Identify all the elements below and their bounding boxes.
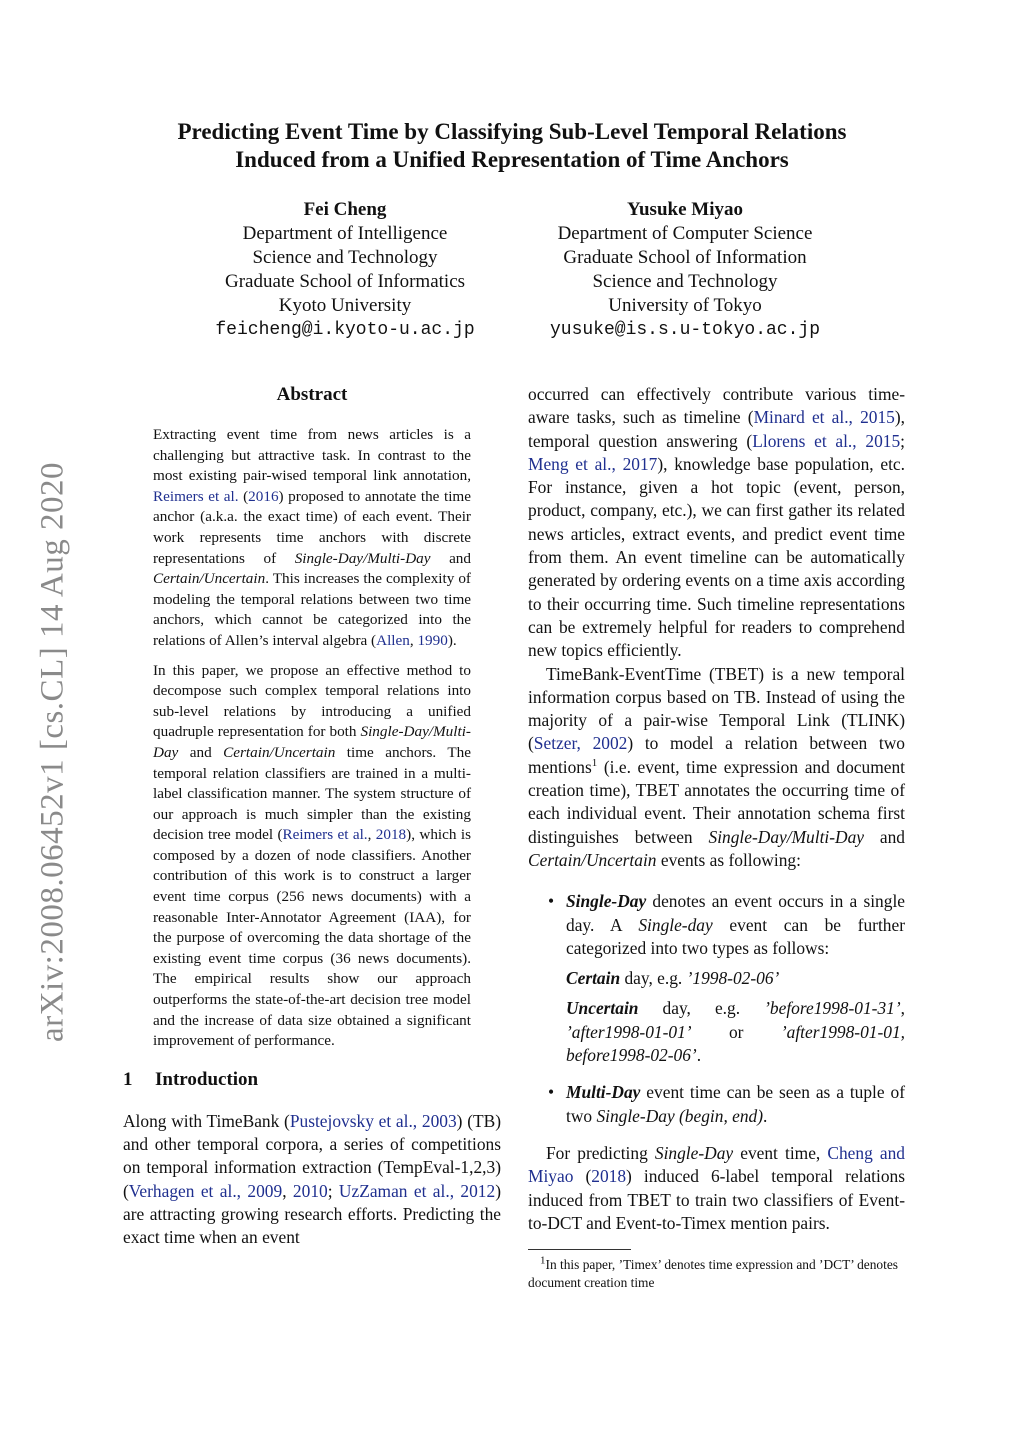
citation-link[interactable]: Reimers et al.	[282, 826, 368, 844]
intro-text-right	[528, 383, 905, 1235]
uncertain-day-example: Uncertain day, e.g. ’before1998-01-31’, ’after1998-01-01’ or ’after1998-01-01, before1998-02-06’.	[566, 998, 905, 1066]
abstract-paragraph-1: Extracting event time from news articles is a challenging but attractive task. In contrast to the most existing pair-wised temporal link annotation, Reimers et al. (2016) proposed to annotate the time anchor (a.k.a. the exact time) of each event. Their work represents time anchors with discrete representations of Single-Day/Multi-Day and Certain/Uncertain. This increases the complexity of modeling the temporal relations between two time anchors, which cannot be categorized into the relations of Allen’s interval algebra (Allen, 1990).	[153, 426, 471, 649]
footnote: $^1$In this paper, ’Timex’ denotes time expression and ’DCT’ denotes document creation time	[528, 1254, 899, 1290]
list-item-single-day: • Single-Day denotes an event occurs in a single day. A Single-day event can be further categorized into two types as follows: Certain day, e.g. ’1998-02-06’ Uncertain day, e.g. ’before1998-01-31’, ’after1998-01-01’ or ’after1998-01-01, before1998-02-06’.	[528, 890, 905, 1067]
certain-day-example: Certain day, e.g. ’1998-02-06’	[566, 968, 780, 989]
footnote-marker[interactable]: 1	[591, 756, 598, 769]
citation-link[interactable]: Verhagen et al., 2009	[128, 1180, 283, 1201]
abstract-heading: Abstract	[276, 384, 348, 405]
abstract-body	[153, 425, 471, 1052]
author-affiliation: University of Tokyo	[608, 295, 762, 316]
title-line-2: Induced from a Unified Representation of Time Anchors	[235, 147, 789, 172]
intro-paragraph-3: For predicting Single-Day event time, Cheng and Miyao (2018) induced 6-label temporal relations induced from TBET to train two classifiers of Event-to-DCT and Event-to-Timex mention pairs.	[528, 1142, 906, 1233]
citation-link[interactable]: 1990	[417, 631, 448, 649]
author-affiliation: Kyoto University	[278, 295, 412, 316]
citation-link[interactable]: Minard et al., 2015	[753, 407, 895, 428]
citation-link[interactable]: Meng et al., 2017	[528, 453, 658, 474]
intro-paragraph-2: TimeBank-EventTime (TBET) is a new temporal information corpus based on TB. Instead of using the majority of a pair-wise Temporal Link (TLINK) (Setzer, 2002) to model a relation between two mentions$^1$ (i.e. event, time expression and document creation time), TBET annotates the occurring time of each individual event. Their annotation schema first distinguishes between Single-Day/Multi-Day and Certain/Uncertain events as following:	[528, 663, 906, 870]
author-affiliation: Graduate School of Information	[563, 247, 807, 268]
intro-paragraph-1-continued: occurred can effectively contribute various time-aware tasks, such as timeline (Minard et al., 2015), temporal question answering (Llorens et al., 2015; Meng et al., 2017), knowledge base population, etc. For instance, given a hot topic (event, person, product, company, etc.), we can first gather its related news articles, extract events, and predict event time from them. An event timeline can be automatically generated by ordering events on a time axis according to their occurring time. Such timeline representations can be extremely helpful for readers to comprehend new topics efficiently.	[528, 384, 905, 661]
citation-link[interactable]: Setzer, 2002	[533, 733, 628, 754]
footnote-divider	[528, 1249, 631, 1250]
citation-link[interactable]: Cheng and Miyao	[528, 1142, 905, 1187]
arxiv-identifier: arXiv:2008.06452v1 [cs.CL] 14 Aug 2020	[34, 462, 71, 1042]
right-column	[528, 383, 905, 1291]
citation-link[interactable]: UzZaman et al., 2012	[338, 1180, 496, 1201]
author-name: Yusuke Miyao	[627, 199, 743, 220]
author-block-1	[190, 198, 500, 342]
section-title: Introduction	[155, 1068, 259, 1090]
author-affiliation: Department of Intelligence	[242, 223, 448, 244]
author-affiliation: Department of Computer Science	[557, 223, 813, 244]
author-email[interactable]: yusuke@is.s.u-tokyo.ac.jp	[549, 320, 821, 340]
intro-paragraph-1: Along with TimeBank (Pustejovsky et al., 2003) (TB) and other temporal corpora, a series of competitions on temporal information extraction (TempEval-1,2,3) (Verhagen et al., 2009, 2010; UzZaman et al., 2012) are attracting growing research efforts. Predicting the exact time when an event	[123, 1110, 501, 1248]
abstract-paragraph-2: In this paper, we propose an effective method to decompose such complex temporal relations into sub-level relations by introducing a unified quadruple representation for both Single-Day/Multi-Day and Certain/Uncertain time anchors. The temporal relation classifiers are trained in a multi-label classification manner. The system structure of our approach is much simpler than the existing decision tree model (Reimers et al., 2018), which is composed by a dozen of node classifiers. Another contribution of this work is to construct a larger event time corpus (256 news documents) with a reasonable Inter-Annotator Agreement (IAA), for the purpose of overcoming the data shortage of the existing event time corpus (36 news documents). The empirical results show our approach outperforms the state-of-the-art decision tree model and the increase of data size obtained a significant improvement of performance.	[153, 661, 472, 1050]
intro-text-left	[123, 1110, 501, 1250]
citation-link[interactable]: Reimers et al.	[153, 487, 239, 505]
citation-link[interactable]: 2018	[591, 1166, 627, 1187]
event-type-list	[528, 890, 905, 1128]
bullet-icon: •	[548, 1082, 555, 1103]
arxiv-sidebar	[28, 442, 78, 1062]
title-line-1: Predicting Event Time by Classifying Sub-Level Temporal Relations	[177, 119, 847, 144]
citation-link[interactable]: 2010	[292, 1180, 328, 1201]
citation-link[interactable]: Allen	[376, 631, 410, 649]
author-affiliation: Science and Technology	[252, 247, 438, 268]
list-item-multi-day: • Multi-Day event time can be seen as a tuple of two Single-Day (begin, end).	[548, 1082, 905, 1126]
section-number: 1	[123, 1068, 133, 1090]
bullet-icon: •	[548, 891, 555, 912]
footnote-number: 1	[540, 1254, 546, 1267]
citation-link[interactable]: Llorens et al., 2015	[752, 430, 901, 451]
author-email[interactable]: feicheng@i.kyoto-u.ac.jp	[215, 320, 475, 340]
author-name: Fei Cheng	[303, 199, 387, 220]
citation-link[interactable]: Pustejovsky et al., 2003	[289, 1110, 457, 1131]
author-block-2	[527, 198, 843, 342]
author-affiliation: Science and Technology	[592, 271, 778, 292]
paper-title	[100, 118, 924, 174]
section-heading-introduction	[123, 1068, 501, 1092]
author-affiliation: Graduate School of Informatics	[224, 271, 466, 292]
citation-link[interactable]: 2016	[248, 487, 279, 505]
left-column	[123, 383, 501, 1250]
citation-link[interactable]: 2018	[375, 826, 407, 844]
